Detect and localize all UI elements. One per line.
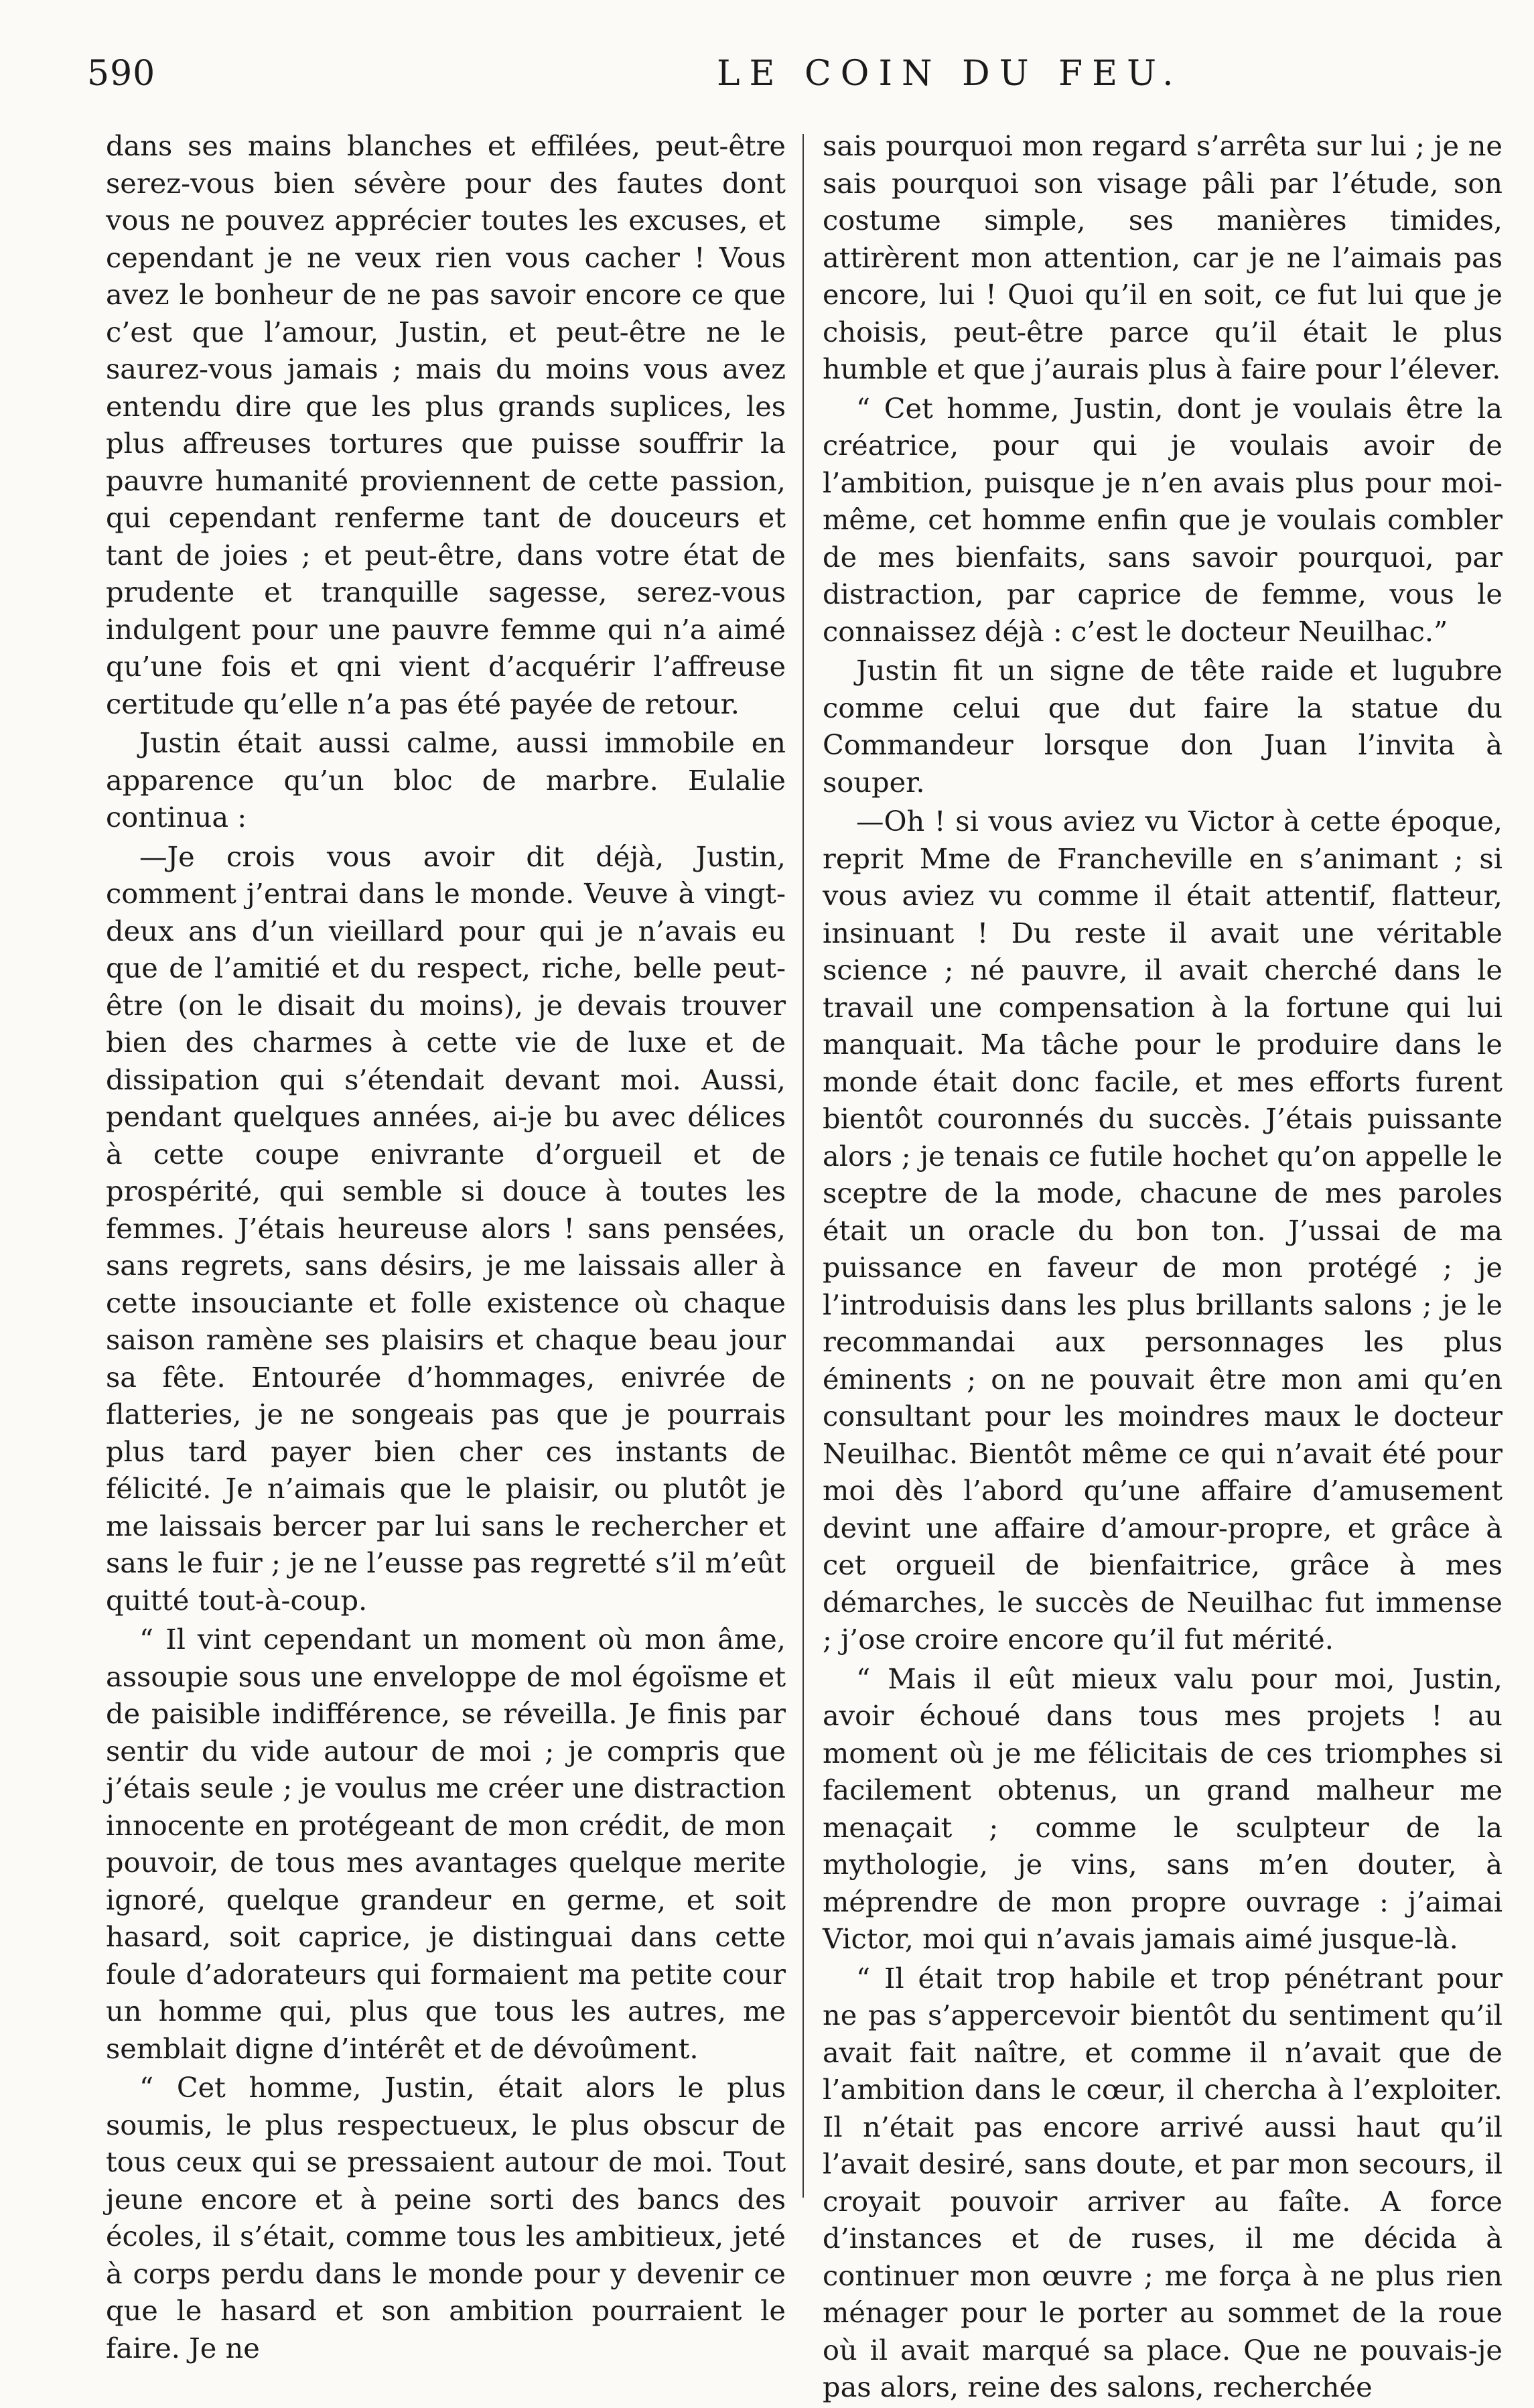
page-header [87, 47, 1514, 114]
paragraph: sais pourquoi mon regard s’arrêta sur lui ; je ne sais pourquoi son visage pâli par l’étude, son costume simple, ses manières timides, attirèrent mon attention, car je ne l’aimais pas encore, lui ! Quoi qu’il en soit, ce fut lui que je choisis, peut-être parce qu’il était le plus humble et que j’aurais plus à faire pour l’élever. [823, 129, 1503, 385]
paragraph: Justin fit un signe de tête raide et lugubre comme celui que dut faire la statue du Commandeur lorsque don Juan l’invita à souper. [823, 654, 1503, 799]
left-column [106, 127, 786, 2368]
paragraph: —Oh ! si vous aviez vu Victor à cette époque, reprit Mme de Francheville en s’animant ; si vous aviez vu comme il était attentif, flatteur, insinuant ! Du reste il avait une véritable science ; né pauvre, il avait cherché dans le travail une compensation à la fortune qui lui manquait. Ma tâche pour le produire dans le monde était donc facile, et mes efforts furent bientôt couronnés du succès. J’étais puissante alors ; je tenais ce futile hochet qu’on appelle le sceptre de la mode, chacune de mes paroles était un oracle du bon ton. J’ussai de ma puissance en faveur de mon protégé ; je l’introduisis dans les plus brillants salons ; je le recommandai aux personnages les plus éminents ; on ne pouvait être mon ami qu’en consultant pour les moindres maux le docteur Neuilhac. Bientôt même ce qui n’avait été pour moi dès l’abord qu’une affaire d’amusement devint une affaire d’amour-propre, et grâce à cet orgueil de bienfaitrice, grâce à mes démarches, le succès de Neuilhac fut immense ; j’ose croire encore qu’il fut mérité. [823, 805, 1503, 1656]
page-number: 590 [87, 54, 156, 94]
right-column [823, 127, 1503, 2408]
paragraph: “ Mais il eût mieux valu pour moi, Justin, avoir échoué dans tous mes projets ! au moment où je me félicitais de ces triomphes si facilement obtenus, un grand malheur me menaçait ; comme le sculpteur de la mythologie, je vins, sans m’en douter, à méprendre de mon propre ouvrage : j’aimai Victor, moi qui n’avais jamais aimé jusque-là. [823, 1662, 1503, 1955]
paragraph: Justin était aussi calme, aussi immobile en apparence qu’un bloc de marbre. Eulalie continua : [106, 726, 786, 833]
paragraph: “ Il vint cependant un moment où mon âme, assoupie sous une enveloppe de mol égoïsme et de paisible indifférence, se réveilla. Je finis par sentir du vide autour de moi ; je compris que j’étais seule ; je voulus me créer une distraction innocente en protégeant de mon crédit, de mon pouvoir, de tous mes avantages quelque merite ignoré, quelque grandeur en germe, et soit hasard, soit caprice, je distinguai dans cette foule d’adorateurs qui formaient ma petite cour un homme qui, plus que tous les autres, me semblait digne d’intérêt et de dévoûment. [106, 1623, 786, 2065]
paragraph: “ Cet homme, Justin, était alors le plus soumis, le plus respectueux, le plus obscur de tous ceux qui se pressaient autour de moi. Tout jeune encore et à peine sorti des bancs des écoles, il s’était, comme tous les ambitieux, jeté à corps perdu dans le monde pour y devenir ce que le hasard et son ambition pourraient le faire. Je ne [106, 2071, 786, 2364]
running-title: LE COIN DU FEU. [717, 54, 1183, 94]
column-divider [803, 134, 804, 2198]
paragraph: dans ses mains blanches et effilées, peut-être serez-vous bien sévère pour des fautes dont vous ne pouvez apprécier toutes les excuses, et cependant je ne veux rien vous cacher ! Vous avez le bonheur de ne pas savoir encore ce que c’est que l’amour, Justin, et peut-être ne le saurez-vous jamais ; mais du moins vous avez entendu dire que les plus grands suplices, les plus affreuses tortures que puisse souffrir la pauvre humanité proviennent de cette passion, qui cependant renferme tant de douceurs et tant de joies ; et peut-être, dans votre état de prudente et tranquille sagesse, serez-vous indulgent pour une pauvre femme qui n’a aimé qu’une fois et qni vient d’acquérir l’affreuse certitude qu’elle n’a pas été payée de retour. [106, 129, 786, 720]
paragraph: —Je crois vous avoir dit déjà, Justin, comment j’entrai dans le monde. Veuve à vingt-deux ans d’un vieillard pour qui je n’avais eu que de l’amitié et du respect, riche, belle peut-être (on le disait du moins), je devais trouver bien des charmes à cette vie de luxe et de dissipation qui s’étendait devant moi. Aussi, pendant quelques années, ai-je bu avec délices à cette coupe enivrante d’orgueil et de prospérité, qui semble si douce à toutes les femmes. J’étais heureuse alors ! sans pensées, sans regrets, sans désirs, je me laissais aller à cette insouciante et folle existence où chaque saison ramène ses plaisirs et chaque beau jour sa fête. Entourée d’hommages, enivrée de flatteries, je ne songeais pas que je pourrais plus tard payer bien cher ces instants de félicité. Je n’aimais que le plaisir, ou plutôt je me laissais bercer par lui sans le rechercher et sans le fuir ; je ne l’eusse pas regretté s’il m’eût quitté tout-à-coup. [106, 840, 786, 1617]
paragraph: “ Il était trop habile et trop pénétrant pour ne pas s’appercevoir bientôt du sentiment qu’il avait fait naître, et comme il n’avait que de l’ambition dans le cœur, il chercha à l’exploiter. Il n’était pas encore arrivé aussi haut qu’il l’avait desiré, sans doute, et par mon secours, il croyait pouvoir arriver au faîte. A force d’instances et de ruses, il me décida à continuer mon œuvre ; me força à ne plus rien ménager pour le porter au sommet de la roue où il avait marqué sa place. Que ne pouvais-je pas alors, reine des salons, recherchée [823, 1961, 1503, 2403]
paragraph: “ Cet homme, Justin, dont je voulais être la créatrice, pour qui je voulais avoir de l’ambition, puisque je n’en avais plus pour moi-même, cet homme enfin que je voulais combler de mes bienfaits, sans savoir pourquoi, par distraction, par caprice de femme, vous le connaissez déjà : c’est le docteur Neuilhac.” [823, 391, 1503, 648]
